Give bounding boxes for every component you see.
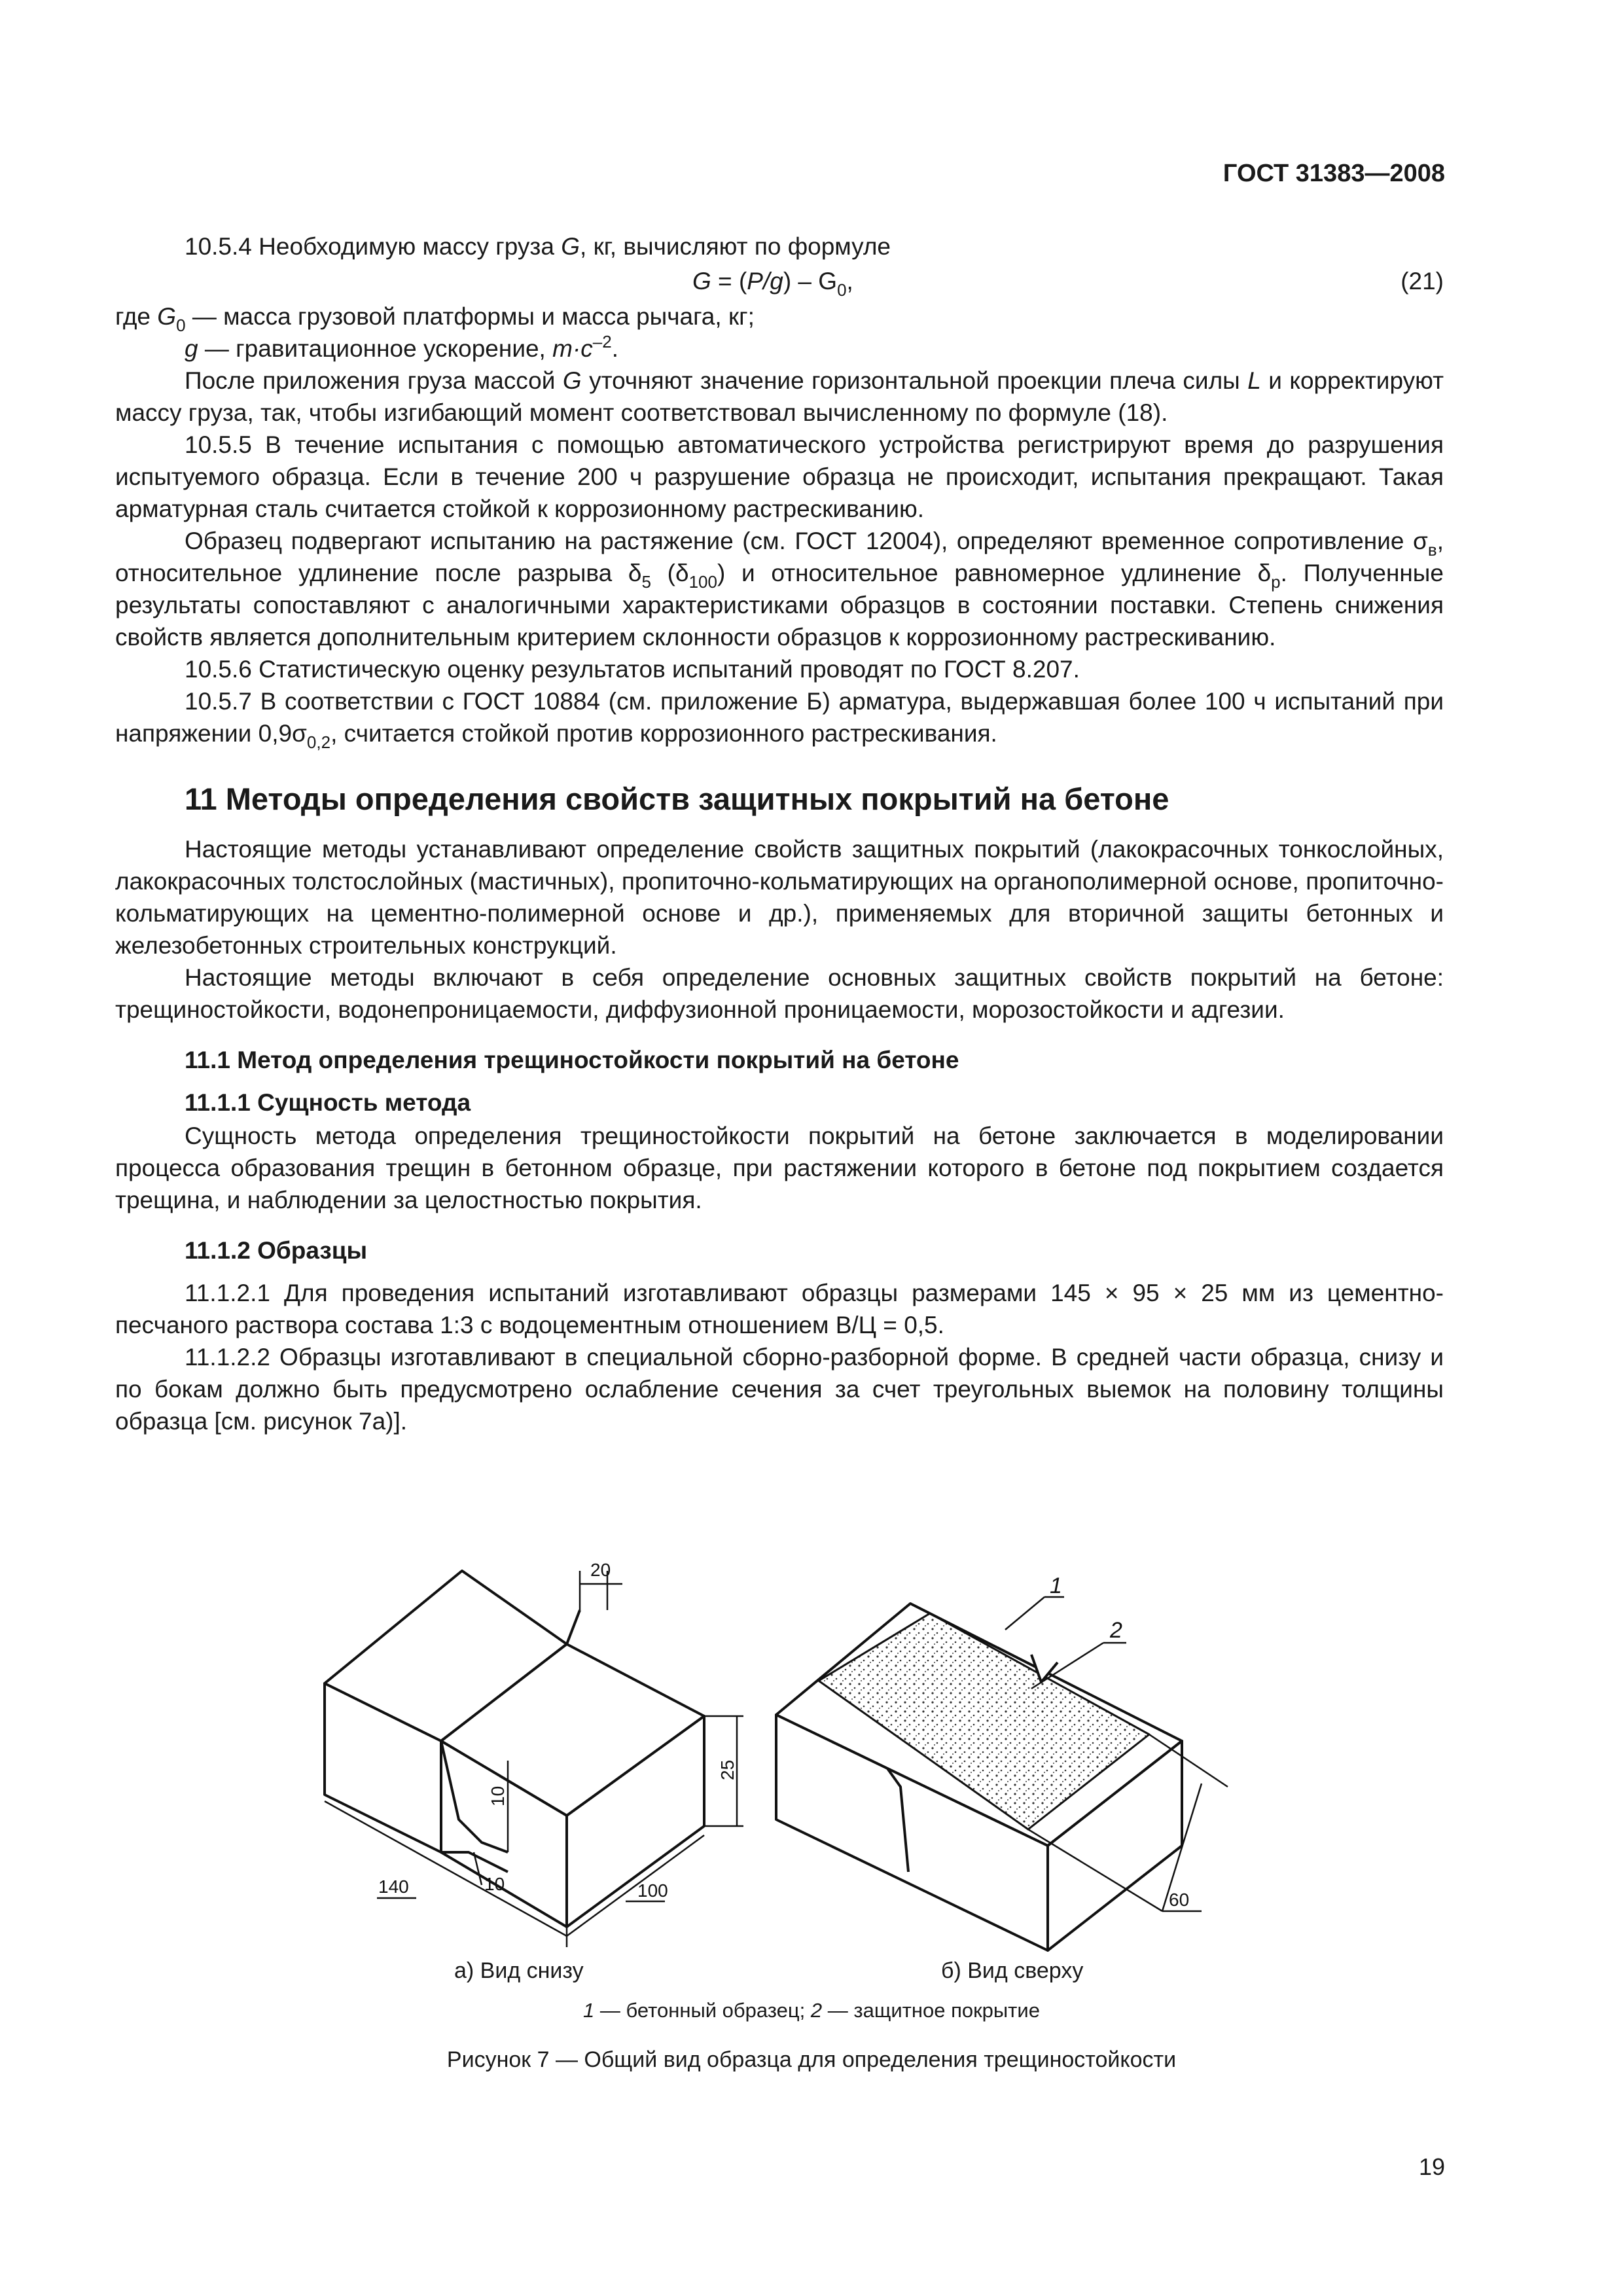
dim-60: 60 (1169, 1890, 1190, 1910)
paragraph-11-intro-2: Настоящие методы включают в себя определение основных защитных свойств покрытий на бетоне: трещиностойкости, водонепроницаемости, диффузионной проницаемости, морозостойкости и адгезии. (115, 964, 1444, 1023)
where-line-1: где $G_0$ — масса грузовой платформы и масса рычага, кг; (115, 303, 755, 335)
label-1: 1 (1050, 1573, 1062, 1598)
figure-7 (115, 1545, 1444, 2055)
paragraph-10-5-5: 10.5.5 В течение испытания с помощью автоматического устройства регистрируют время до разрушения испытуемого образца. Если в течение 200 ч разрушение образца не происходит, испытания прекращают. Такая арматурная сталь считается стойкой к коррозионному растрескиванию. (115, 431, 1444, 522)
paragraph-tensile-test: Образец подвергают испытанию на растяжение (см. ГОСТ 12004), определяют временное сопротивление $\sigma_в$, относительное удлинение после разрыва $\delta_5$ $(\delta_{100})$ и относительное равномерное удлинение $\delta_р$. Полученные результаты сопоставляют с аналогичными характеристиками образцов в состоянии поставки. Степень снижения свойств является дополнительным критерием склонности образцов к коррозионному растрескиванию. (115, 528, 1444, 651)
paragraph-10-5-6: 10.5.6 Статистическую оценку результатов испытаний проводят по ГОСТ 8.207. (185, 656, 1080, 683)
text-column (115, 230, 1444, 1437)
paragraph-10-5-7: 10.5.7 В соответствии с ГОСТ 10884 (см. приложение Б) арматура, выдержавшая более 100 ч испытаний при напряжении $0,9\sigma_{0,2}$, считается стойкой против коррозионного растрескивания. (115, 688, 1444, 752)
caption-view-from-below: а) Вид снизу (454, 1958, 584, 1983)
page-number: 19 (1418, 2153, 1445, 2180)
section-11-heading: 11 Методы определения свойств защитных покрытий на бетоне (185, 781, 1169, 816)
formula-21 (115, 262, 1444, 300)
dim-140: 140 (378, 1876, 409, 1897)
specimen-top-view (776, 1604, 1182, 1950)
section-11-1-1-heading: 11.1.1 Сущность метода (185, 1089, 471, 1116)
dim-10-vertical: 10 (488, 1785, 508, 1806)
dim-10-horizontal: 10 (484, 1874, 505, 1894)
where-line-2: g — гравитационное ускорение, $m\cdot c^{-2}$. (185, 332, 618, 362)
paragraph-11-1-2-1: 11.1.2.1 Для проведения испытаний изготавливают образцы размерами 145 × 95 × 25 мм из цементно-песчаного раствора состава 1:3 с водоцементным отношением В/Ц = 0,5. (115, 1280, 1444, 1338)
groove-top-line (567, 1610, 580, 1644)
paragraph-11-1-2-2: 11.1.2.2 Образцы изготавливают в специальной сборно-разборной форме. В средней части образца, снизу и по бокам должно быть предусмотрено ослабление сечения за счет треугольных выемок на половину толщины образца [см. рисунок 7а)]. (115, 1344, 1444, 1435)
label-2: 2 (1110, 1618, 1122, 1643)
paragraph-11-1-1: Сущность метода определения трещиностойкости покрытий на бетоне заключается в моделировании процесса образования трещин в бетонном образце, при растяжении которого в бетоне под покрытием создается трещина, и наблюдении за целостностью покрытия. (115, 1122, 1444, 1213)
section-11-1-2-heading: 11.1.2 Образцы (185, 1237, 368, 1264)
dim-20: 20 (590, 1560, 611, 1580)
paragraph-11-intro-1: Настоящие методы устанавливают определение свойств защитных покрытий (лакокрасочных тонкослойных, лакокрасочных толстослойных (мастичных), пропиточно-кольматирующих на органополимерной основе, пропиточно-кольматирующих на цементно-полимерной основе и др.), применяемых для вторичной защиты бетонных и железобетонных строительных конструкций. (115, 836, 1444, 959)
formula-expression: $G = (P/g) - G_0$, (692, 268, 853, 300)
dim-25: 25 (717, 1759, 738, 1780)
caption-view-from-above: б) Вид сверху (941, 1958, 1084, 1983)
figure-legend: 1 — бетонный образец; 2 — защитное покрытие (583, 1999, 1040, 2022)
section-11-1-heading: 11.1 Метод определения трещиностойкости покрытий на бетоне (185, 1047, 959, 1073)
specimen-bottom-view (325, 1571, 704, 1927)
figure-title: Рисунок 7 — Общий вид образца для определения трещиностойкости (446, 2047, 1177, 2072)
formula-number: (21) (1400, 268, 1444, 295)
paragraph-after-load: После приложения груза массой G уточняют значение горизонтальной проекции плеча силы L и корректируют массу груза, так, чтобы изгибающий момент соответствовал вычисленному по формуле (18). (115, 367, 1444, 426)
figure-7-drawing (115, 1545, 1444, 2055)
paragraph-10-5-4: 10.5.4 Необходимую массу груза G, кг, вычисляют по формуле (185, 233, 891, 260)
dim-100: 100 (637, 1880, 668, 1901)
document-header: ГОСТ 31383—2008 (1222, 160, 1445, 187)
